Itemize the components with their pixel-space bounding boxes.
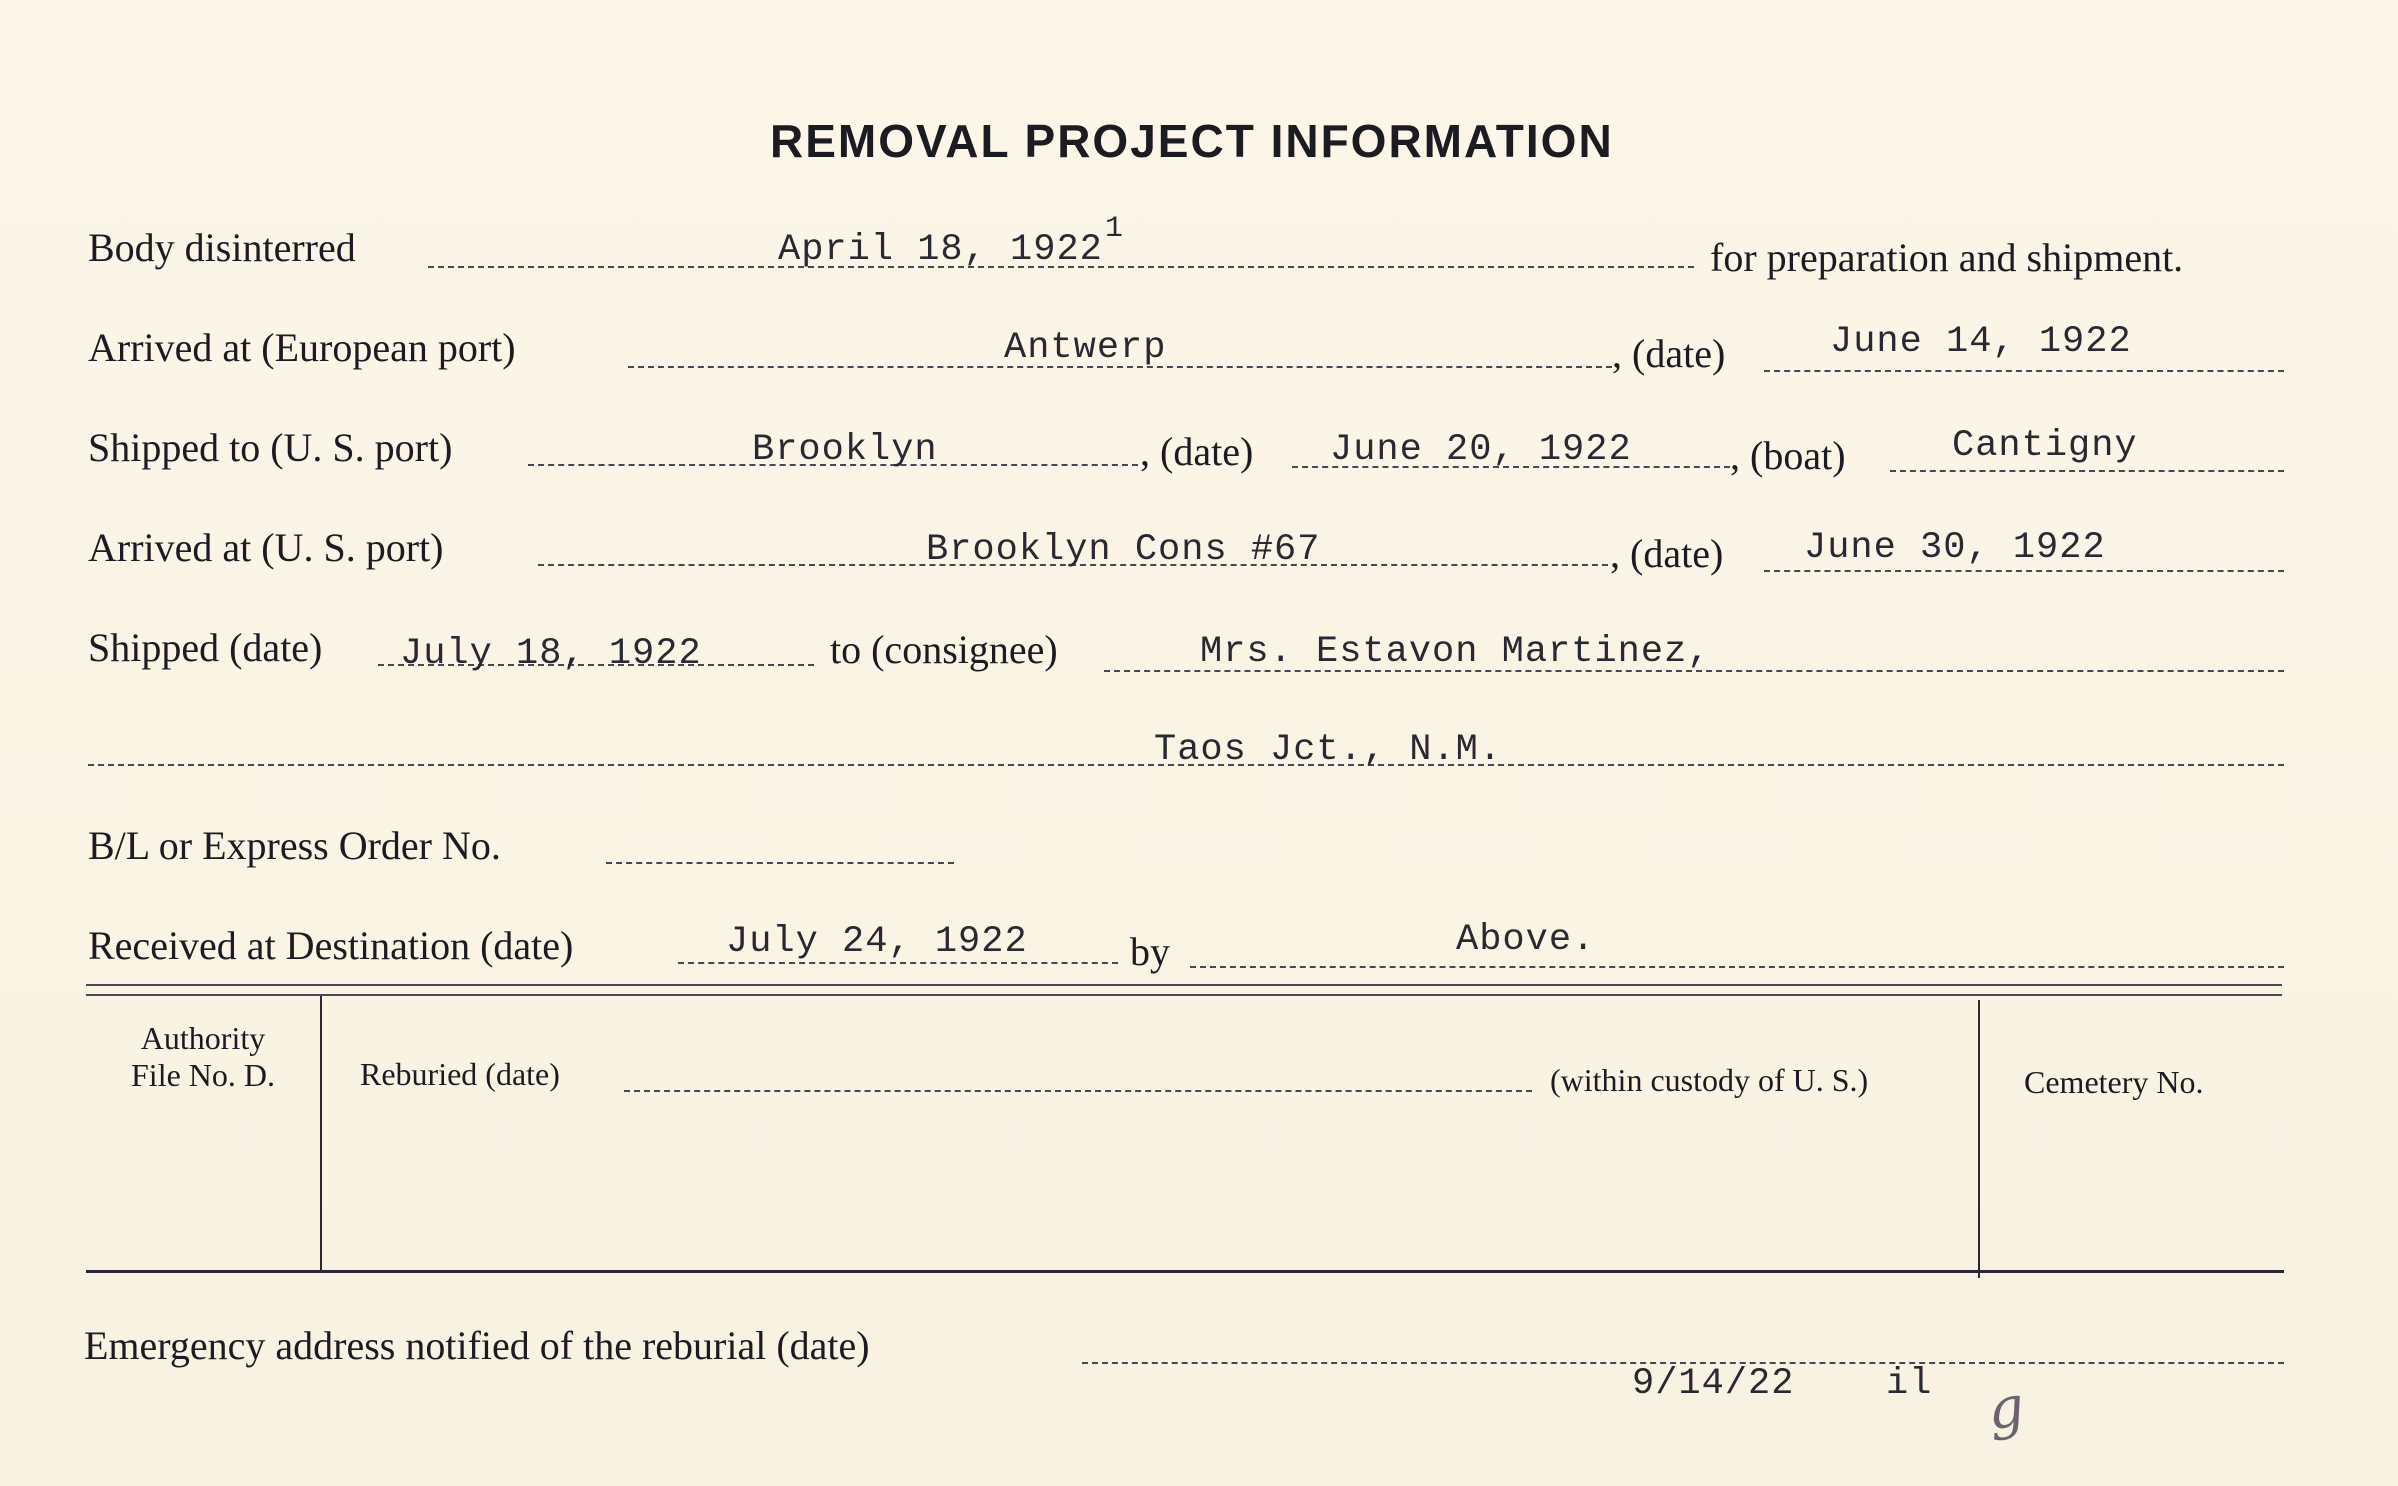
bl-order-label: B/L or Express Order No. (88, 823, 501, 868)
arrived-us-date-label: , (date) (1610, 531, 1724, 576)
authority-line2: File No. D. (131, 1056, 275, 1093)
shipped-to-date-label: , (date) (1140, 429, 1254, 474)
body-disinterred-value: April 18, 1922 (778, 229, 1103, 271)
arrived-european-label: Arrived at (European port) (88, 325, 516, 370)
boat-value: Cantigny (1952, 425, 2138, 467)
consignee-value: Mrs. Estavon Martinez, (1200, 631, 1711, 673)
arrived-us-value: Brooklyn Cons #67 (926, 529, 1321, 571)
table-divider-left (320, 996, 322, 1270)
shipped-to-label: Shipped to (U. S. port) (88, 425, 453, 470)
arrived-us-date-value: June 30, 1922 (1804, 527, 2106, 569)
shipped-to-date-value: June 20, 1922 (1330, 429, 1632, 471)
boat-label: , (boat) (1730, 433, 1846, 478)
received-value: July 24, 1922 (726, 921, 1028, 963)
custody-label: (within custody of U. S.) (1550, 1062, 1869, 1098)
body-disinterred-label: Body disinterred (88, 225, 356, 270)
arrived-european-value: Antwerp (1004, 327, 1167, 369)
authority-header (86, 1020, 320, 1094)
arrived-european-date-value: June 14, 1922 (1830, 321, 2132, 363)
table-divider-right (1978, 1000, 1980, 1278)
bl-order-line (606, 862, 954, 864)
consignee-address: Taos Jct., N.M. (1154, 729, 1503, 771)
boat-line (1890, 470, 2284, 472)
card-title: REMOVAL PROJECT INFORMATION (770, 115, 1614, 167)
table-top-rule-2 (86, 994, 2282, 996)
received-by-line (1190, 966, 2284, 968)
arrived-european-date-label: , (date) (1612, 331, 1726, 376)
table-top-rule-1 (86, 984, 2282, 986)
arrived-us-label: Arrived at (U. S. port) (88, 525, 444, 570)
emergency-initials: il (1886, 1363, 1933, 1405)
arrived-european-date-line (1764, 370, 2284, 372)
authority-line1: Authority (140, 1020, 266, 1056)
emergency-label: Emergency address notified of the reburial (date) (84, 1323, 870, 1368)
arrived-us-date-line (1764, 570, 2284, 572)
received-by-value: Above. (1456, 919, 1596, 961)
shipped-date-value: July 18, 1922 (400, 633, 702, 675)
shipped-to-value: Brooklyn (752, 429, 938, 471)
received-by-label: by (1130, 929, 1170, 974)
year-correction: 1 (1105, 212, 1125, 246)
reburied-label: Reburied (date) (360, 1056, 560, 1092)
emergency-stamp-date: 9/14/22 (1632, 1363, 1795, 1405)
reburied-line (624, 1090, 1532, 1092)
cemetery-label: Cemetery No. (2024, 1064, 2204, 1100)
body-disinterred-suffix: for preparation and shipment. (1710, 235, 2184, 280)
shipped-date-label: Shipped (date) (88, 625, 323, 670)
handwritten-mark: g (1983, 1373, 2029, 1444)
table-bottom-rule (86, 1270, 2284, 1273)
consignee-label: to (consignee) (830, 627, 1058, 672)
received-label: Received at Destination (date) (88, 923, 574, 968)
